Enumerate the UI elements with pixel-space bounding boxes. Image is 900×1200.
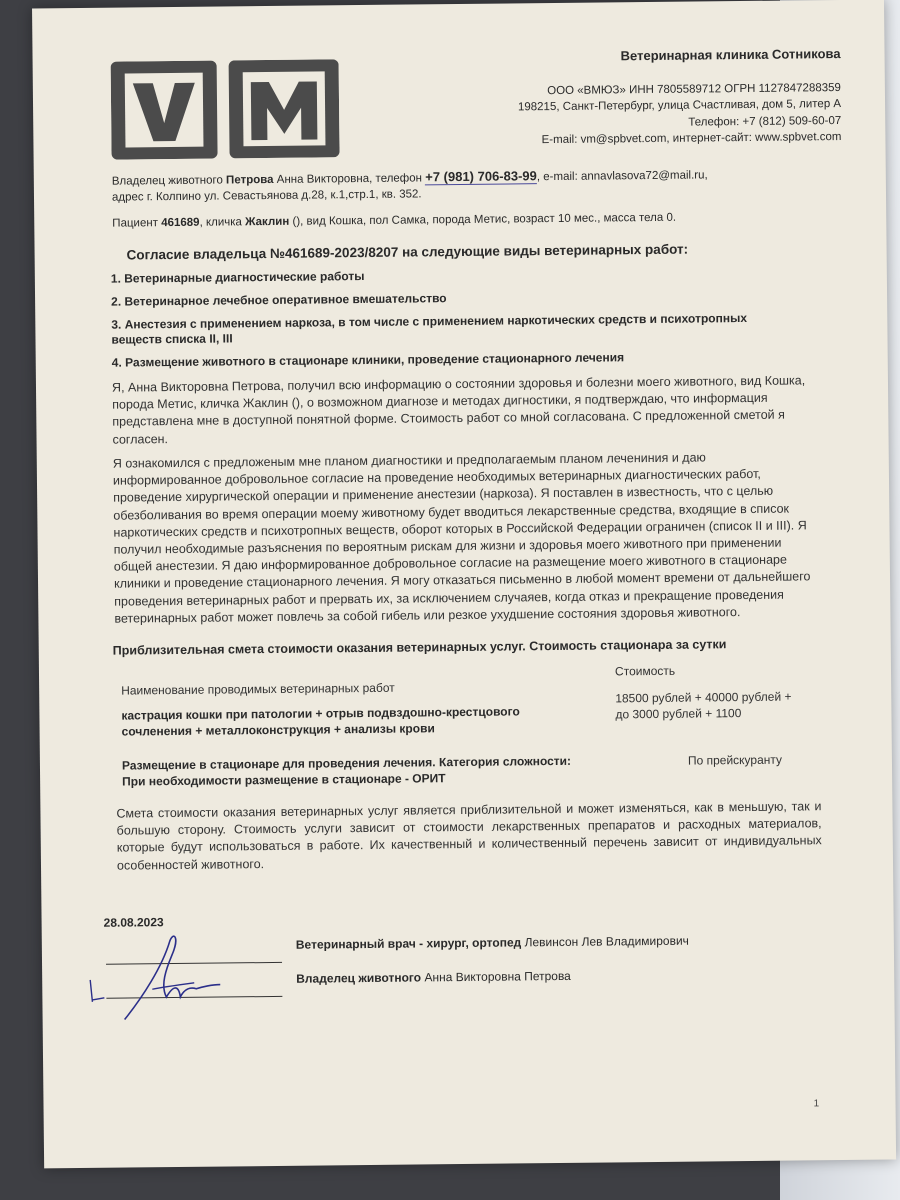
handwritten-signature: [82, 927, 223, 1028]
patient-nick-label: , кличка: [199, 216, 242, 229]
work-item: 3. Анестезия с применением наркоза, в том числе с применением наркотических средств и психотропных веществ списка II, III: [111, 310, 748, 347]
owner-phone: +7 (981) 706-83-99: [425, 168, 537, 185]
clinic-phone: Телефон: +7 (812) 509-60-07: [688, 114, 842, 129]
patient-details: (), вид Кошка, пол Самка, порода Метис, возраст 10 мес., масса тела 0.: [292, 211, 677, 228]
estimate-row-cost: По прейскуранту: [687, 752, 783, 768]
estimate-note: Смета стоимости оказания ветеринарных услуг является приблизительной и может изменяться, как в меньшую, так и большую сторону. Стоимость услуги зависит от стоимости лекарственных препаратов и расходных материалов, которые будут использоваться в работе. Их качественный и количественный перечень зависит от индивидуальных особенностей животного.: [116, 799, 822, 873]
estimate-row-cost: 18500 рублей + 40000 рублей + до 3000 рублей + 1100: [615, 689, 792, 722]
owner-email: , e-mail: annavlasova72@mail.ru,: [536, 169, 708, 184]
patient-id: 461689: [161, 216, 200, 230]
clinic-name: Ветеринарная клиника Сотникова: [620, 45, 841, 64]
clinic-info: [400, 46, 841, 150]
works-list: [111, 265, 752, 379]
estimate-title: Приблизительная смета стоимости оказания ветеринарных услуг. Стоимость стационара за сутки: [112, 637, 727, 658]
clinic-email: E-mail: vm@spbvet.com, интернет-сайт: www.spbvet.com: [541, 130, 842, 147]
estimate-col-name: Наименование проводимых ветеринарных работ: [121, 680, 395, 698]
document-date: 28.08.2023: [103, 915, 164, 930]
consent-document: [32, 0, 896, 1168]
estimate-col-cost: Стоимость: [614, 663, 676, 679]
work-item: 1. Ветеринарные диагностические работы: [110, 268, 365, 286]
owner-address: адрес г. Колпино ул. Севастьянова д.28, к.1,стр.1, кв. 352.: [111, 188, 422, 204]
consent-title: Согласие владельца №461689-2023/8207 на следующие виды ветеринарных работ:: [126, 241, 689, 263]
estimate-row-name: кастрация кошки при патологии + отрыв подвздошно-крестцового сочленения + металлоконструкция + анализы крови: [121, 704, 520, 739]
owner-signature: [296, 969, 571, 986]
estimate-row-name: Размещение в стационаре для проведения лечения. Категория сложности: При необходимости размещение в стационаре - ОРИТ: [121, 753, 572, 789]
clinic-logo: [111, 59, 340, 159]
patient-nick: Жаклин: [245, 215, 290, 229]
owner-prefix: Владелец животного: [111, 174, 223, 188]
owner-sign-label: Владелец животного: [296, 970, 422, 986]
owner-name: Анна Викторовна, телефон: [276, 172, 423, 186]
doctor-signature: [296, 934, 689, 952]
patient-info: [112, 208, 812, 231]
owner-surname: Петрова: [225, 173, 274, 187]
doctor-label: Ветеринарный врач - хирург, ортопед: [295, 935, 522, 952]
doctor-name: Левинсон Лев Владимирович: [524, 933, 689, 950]
consent-paragraph-1: Я, Анна Викторовна Петрова, получил всю информацию о состоянии здоровья и болезни моего животного, вид Кошка, порода Метис, кличка Жаклин (), о возможном диагнозе и методах дигностики, я подтверждаю, что информация представлена мне в доступной понятной форме. Стоимость работ со мной согласована. С предложенной сметой я согласен.: [111, 373, 806, 447]
owner-sign-name: Анна Викторовна Петрова: [424, 968, 571, 985]
page-number: 1: [813, 1098, 820, 1110]
patient-prefix: Пациент: [112, 217, 159, 230]
work-item: 4. Размещение животного в стационаре клиники, проведение стационарного лечения: [111, 350, 625, 370]
work-item: 2. Ветеринарное лечебное оперативное вмешательство: [111, 291, 447, 309]
clinic-legal: ООО «ВМЮЗ» ИНН 7805589712 ОГРН 1127847288359: [547, 81, 841, 97]
consent-paragraph-2: Я ознакомился с предложеным мне планом диагностики и предполагаемым планом лечениния и даю информированное добровольное согласие на проведение необходимых ветеринарных диагностических работ, проведение хирургической операции и применение анестезии (наркоза). Я поставлен в известность, что с целью обезболивания во время операции моему животному будет вводиться лекарственные средства, входящие в список наркотических средств и психотропных веществ, оборот которых в Российской Федерации ограничен (список II и III). Я получил необходимые разъяснения по вероятным рискам для жизни и здоровья моего животного при применении общей анестезии. Я даю информированное добровольное согласие на размещение моего животного в стационаре клиники и проведение стационарного лечения. Я могу отказаться письменно в любой момент времени от дальнейшего проведения ветеринарных работ и прервать их, за исключением случаяев, когда отказ и прекращение проведения ветеринарных работ может повлечь за собой гибель или резкое ухудшение состояния здоровья животного.: [112, 450, 811, 626]
owner-info: [112, 165, 812, 205]
clinic-address: 198215, Санкт-Петербург, улица Счастливая, дом 5, литер А: [517, 97, 842, 114]
